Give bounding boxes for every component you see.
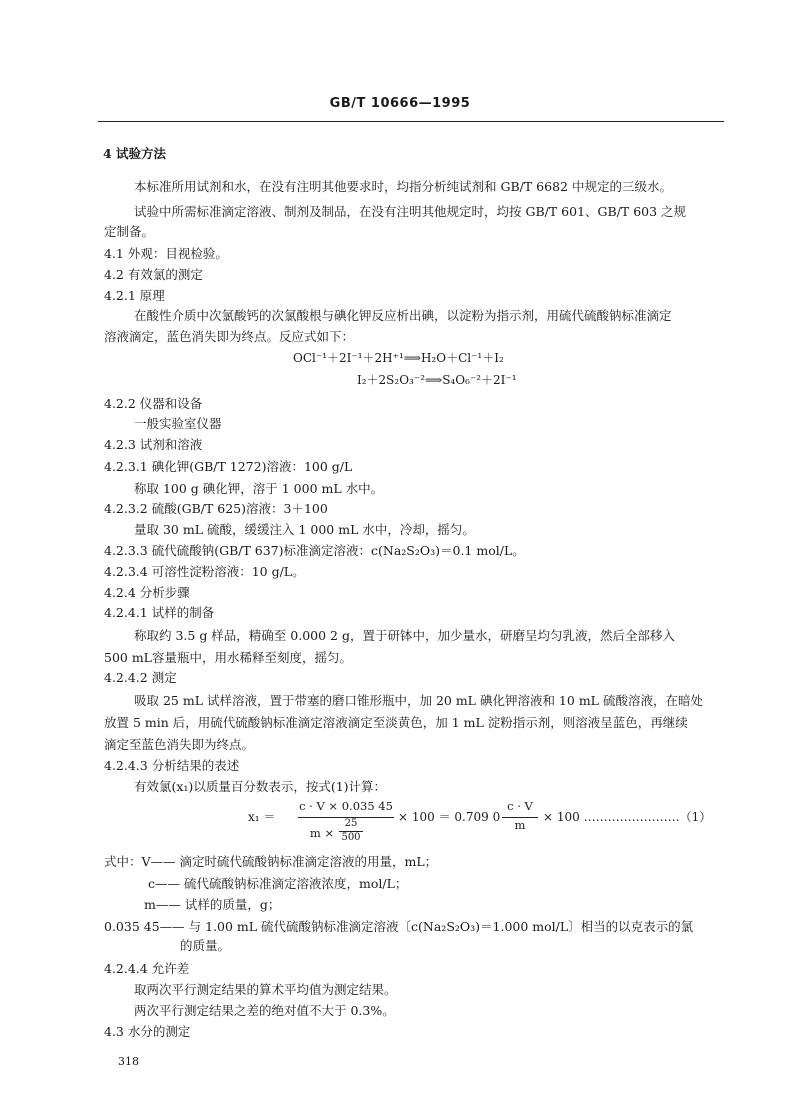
subsection-heading: 4.2 有效氯的测定 bbox=[104, 267, 203, 282]
paragraph-line: 定制备。 bbox=[104, 224, 155, 239]
section-heading: 4 试验方法 bbox=[103, 146, 167, 161]
paragraph-line: 试验中所需标准滴定溶液、制剂及制品，在没有注明其他规定时，均按 GB/T 601、GB/T 603 之规 bbox=[134, 204, 687, 219]
paragraph-line: 称取约 3.5 g 样品，精确至 0.000 2 g，置于研钵中，加少量水，研磨呈均匀乳液，然后全部移入 bbox=[134, 628, 675, 643]
subsection-heading: 4.2.3 试剂和溶液 bbox=[104, 437, 203, 452]
paragraph-line: 溶液滴定，蓝色消失即为终点。反应式如下： bbox=[104, 329, 355, 344]
formula-tail: × 100 ……………………（1） bbox=[543, 810, 712, 824]
variable-definition: 式中：V—— 滴定时硫代硫酸钠标准滴定溶液的用量，mL； bbox=[104, 854, 438, 869]
reaction-equation-2: I₂＋2S₂O₃⁻²⟹S₄O₆⁻²＋2I⁻¹ bbox=[357, 373, 517, 387]
paragraph-line: 本标准所用试剂和水，在没有注明其他要求时，均指分析纯试剂和 GB/T 6682 中规定的三级水。 bbox=[134, 179, 672, 194]
page-number: 318 bbox=[118, 1055, 139, 1068]
paragraph-line: 称取 100 g 碘化钾，溶于 1 000 mL 水中。 bbox=[134, 481, 384, 496]
paragraph-line: 放置 5 min 后，用硫代硫酸钠标准滴定溶液滴定至淡黄色，加 1 mL 淀粉指示剂，则溶液呈蓝色，再继续 bbox=[104, 715, 688, 730]
formula-lhs: x₁ ＝ bbox=[248, 810, 276, 824]
subsection-heading: 4.2.1 原理 bbox=[104, 288, 165, 303]
subsection-heading: 4.2.3.3 硫代硫酸钠(GB/T 637)标准滴定溶液：c(Na₂S₂O₃)＝0.1 mol/L。 bbox=[104, 543, 525, 558]
variable-definition: 0.035 45—— 与 1.00 mL 硫代硫酸钠标准滴定溶液〔c(Na₂S₂O₃)＝1.000 mol/L〕相当的以克表示的氯 bbox=[104, 919, 694, 934]
formula-middle: × 100 ＝ 0.709 0 bbox=[398, 810, 501, 824]
subsection-heading: 4.3 水分的测定 bbox=[104, 1024, 191, 1039]
subsection-heading: 4.2.4 分析步骤 bbox=[104, 585, 190, 600]
paragraph-line: 取两次平行测定结果的算术平均值为测定结果。 bbox=[134, 982, 397, 997]
paragraph-line: 量取 30 mL 硫酸，缓缓注入 1 000 mL 水中，冷却，摇匀。 bbox=[134, 522, 475, 537]
subsection-heading: 4.2.4.1 试样的制备 bbox=[104, 605, 215, 620]
formula-denominator: m × bbox=[309, 826, 335, 840]
document-header: GB/T 10666—1995 bbox=[329, 96, 471, 111]
formula-inner-numerator: 25 bbox=[344, 818, 358, 829]
subsection-heading: 4.1 外观：目视检验。 bbox=[104, 246, 228, 261]
paragraph-line: 有效氯(x₁)以质量百分数表示，按式(1)计算： bbox=[134, 779, 387, 794]
subsection-heading: 4.2.4.2 测定 bbox=[104, 670, 177, 685]
paragraph-line: 500 mL容量瓶中，用水稀释至刻度，摇匀。 bbox=[104, 650, 352, 665]
formula-denominator-2: m bbox=[514, 818, 526, 832]
variable-definition: c—— 硫代硫酸钠标准滴定溶液浓度，mol/L； bbox=[148, 876, 408, 891]
paragraph-line: 吸取 25 mL 试样溶液，置于带塞的磨口锥形瓶中，加 20 mL 碘化钾溶液和 10 mL 硫酸溶液，在暗处 bbox=[134, 693, 703, 708]
subsection-heading: 4.2.4.4 允许差 bbox=[104, 961, 190, 976]
formula-inner-denominator: 500 bbox=[341, 832, 361, 843]
subsection-heading: 4.2.3.2 硫酸(GB/T 625)溶液：3＋100 bbox=[104, 501, 328, 516]
subsection-heading: 4.2.3.4 可溶性淀粉溶液：10 g/L。 bbox=[104, 564, 305, 579]
paragraph-line: 两次平行测定结果之差的绝对值不大于 0.3%。 bbox=[134, 1003, 395, 1018]
variable-definition: 的质量。 bbox=[180, 938, 231, 953]
variable-definition: m—— 试样的质量，g； bbox=[144, 897, 281, 912]
header-rule bbox=[98, 121, 724, 122]
subsection-heading: 4.2.4.3 分析结果的表述 bbox=[104, 758, 240, 773]
formula-numerator: c · V × 0.035 45 bbox=[299, 799, 393, 813]
reaction-equation-1: OCl⁻¹＋2I⁻¹＋2H⁺¹⟹H₂O＋Cl⁻¹＋I₂ bbox=[293, 351, 504, 365]
formula-numerator-2: c · V bbox=[507, 799, 533, 813]
paragraph-line: 在酸性介质中次氯酸钙的次氯酸根与碘化钾反应析出碘，以淀粉为指示剂，用硫代硫酸钠标准滴定 bbox=[134, 308, 672, 323]
paragraph-line: 一般实验室仪器 bbox=[134, 416, 222, 431]
subsection-heading: 4.2.3.1 碘化钾(GB/T 1272)溶液：100 g/L bbox=[104, 459, 353, 474]
subsection-heading: 4.2.2 仪器和设备 bbox=[104, 396, 203, 411]
paragraph-line: 滴定至蓝色消失即为终点。 bbox=[104, 737, 255, 752]
